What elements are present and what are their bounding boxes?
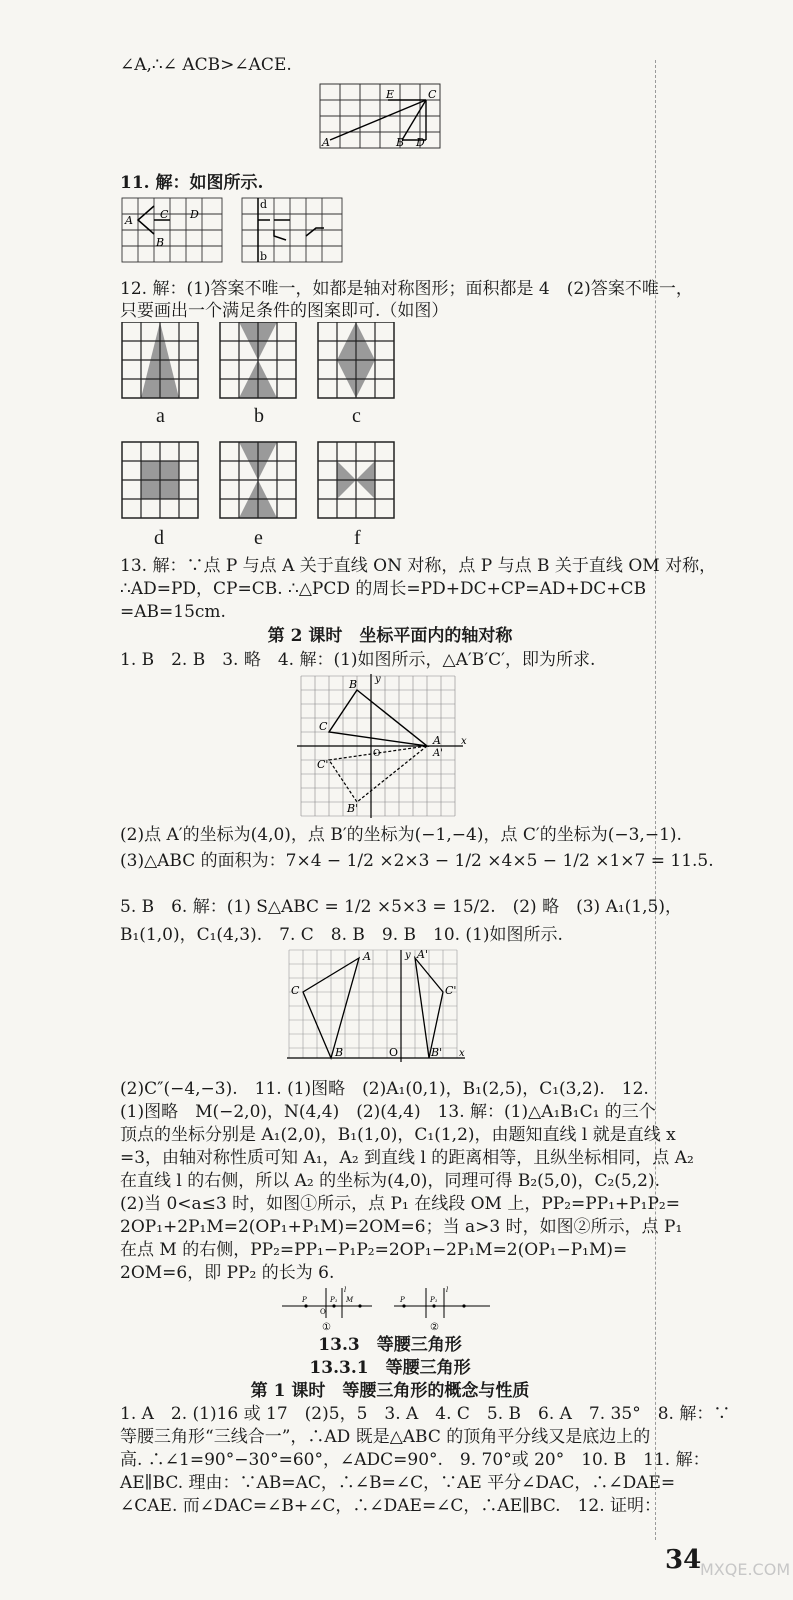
text-line: 在点 M 的右侧，PP₂=PP₁−P₁P₂=2OP₁−2P₁M=2(OP₁−P₁M)= xyxy=(120,1240,628,1260)
fig11-label: B xyxy=(156,236,165,249)
fig12-caption: a xyxy=(156,405,165,427)
fig10-label: C xyxy=(291,984,300,997)
fig13-label: P xyxy=(400,1296,405,1304)
text-line: 12. 解：(1)答案不唯一，如都是轴对称图形；面积都是 4 (2)答案不唯一， xyxy=(120,279,693,299)
text-line: (3)△ABC 的面积为：7×4 − 1/2 ×2×3 − 1/2 ×4×5 − 1/2 ×1×7 = 11.5. xyxy=(120,851,714,871)
text-line: 顶点的坐标分别是 A₁(2,0)，B₁(1,0)，C₁(1,2)，由题知直线 l 就是直线 x xyxy=(120,1125,676,1145)
text-line: 高. ∴∠1=90°−30°=60°，∠ADC=90°. 9. 70°或 20° 10. B 11. 解： xyxy=(120,1450,710,1470)
text-line: 只要画出一个满足条件的图案即可.（如图） xyxy=(120,301,449,321)
watermark: MXQE.COM xyxy=(700,1560,791,1579)
fig11-label: b xyxy=(260,250,268,263)
fig4-label: C xyxy=(319,720,328,733)
fig4-label: B xyxy=(349,678,358,691)
fig11-label: C xyxy=(160,208,169,221)
text-line: =3，由轴对称性质可知 A₁，A₂ 到直线 l 的距离相等，且纵坐标相同，点 A₂ xyxy=(120,1148,694,1168)
text-line: ∴AD=PD，CP=CB. ∴△PCD 的周长=PD+DC+CP=AD+DC+CB xyxy=(120,579,647,599)
fig4-label: A xyxy=(433,734,441,747)
figure-4-coordinate-plane xyxy=(293,672,469,820)
fig1-label: B xyxy=(396,136,405,149)
section-heading: 13.3 等腰三角形 xyxy=(318,1335,462,1355)
fig1-label: E xyxy=(386,88,395,101)
text-line: 等腰三角形“三线合一”，∴AD 既是△ABC 的顶角平分线又是底边上的 xyxy=(120,1427,651,1447)
fig12-caption: f xyxy=(354,527,361,549)
fig10-label: O xyxy=(389,1046,399,1059)
text-line: (1)图略 M(−2,0)，N(4,4) (2)(4,4) 13. 解：(1)△A₁B₁C₁ 的三个 xyxy=(120,1102,656,1122)
fig13-label: l xyxy=(344,1286,347,1294)
fig10-label: A xyxy=(363,950,371,963)
text-line: 2OP₁+2P₁M=2(OP₁+P₁M)=2OM=6；当 a>3 时，如图②所示，点 P₁ xyxy=(120,1217,683,1237)
fig12-caption: d xyxy=(154,527,164,549)
fig13-label: M xyxy=(346,1296,354,1304)
text-line: 在直线 l 的右侧，所以 A₂ 的坐标为(4,0)，同理可得 B₂(5,0)，C₂(5,2). xyxy=(120,1171,660,1191)
section-heading: 13.3.1 等腰三角形 xyxy=(309,1358,471,1378)
text-line: =AB=15cm. xyxy=(120,602,226,622)
fig4-label: y xyxy=(375,674,381,685)
fig4-label: A' xyxy=(433,748,443,759)
text-line: ∠CAE. 而∠DAC=∠B+∠C，∴∠DAE=∠C，∴AE∥BC. 12. 证明： xyxy=(120,1496,662,1516)
fig13-label: P xyxy=(302,1296,307,1304)
text-line: 1. B 2. B 3. 略 4. 解：(1)如图所示，△A′B′C′，即为所求. xyxy=(120,650,596,670)
fig10-label: C' xyxy=(445,984,457,997)
fig12-caption: c xyxy=(352,405,361,427)
figure-13-number-lines xyxy=(280,1284,500,1332)
fig13-label: O xyxy=(320,1308,326,1316)
text-line: (2)当 0<a≤3 时，如图①所示，点 P₁ 在线段 OM 上，PP₂=PP₁+P₁P₂= xyxy=(120,1194,680,1214)
fig10-label: y xyxy=(405,950,411,961)
fig12-caption: b xyxy=(254,405,264,427)
fig13-label: P₁ xyxy=(330,1296,338,1304)
fig11-label: A xyxy=(125,214,133,227)
text-line: (2)C″(−4,−3). 11. (1)图略 (2)A₁(0,1)，B₁(2,5)，C₁(3,2). 12. xyxy=(120,1079,649,1099)
fig10-label: x xyxy=(459,1048,465,1059)
text-line: (2)点 A′的坐标为(4,0)，点 B′的坐标为(−1,−4)，点 C′的坐标为(−3,−1). xyxy=(120,825,682,845)
text-line: 2OM=6，即 PP₂ 的长为 6. xyxy=(120,1263,335,1283)
text-line: ∠A,∴∠ ACB>∠ACE. xyxy=(120,55,292,75)
text-line: 1. A 2. (1)16 或 17 (2)5，5 3. A 4. C 5. B 6. A 7. 35° 8. 解：∵ xyxy=(120,1404,731,1424)
fig4-label: x xyxy=(461,736,467,747)
text-line: B₁(1,0)，C₁(4,3). 7. C 8. B 9. B 10. (1)如图所示. xyxy=(120,925,563,945)
text-line: 13. 解：∵点 P 与点 A 关于直线 ON 对称，点 P 与点 B 关于直线 OM 对称， xyxy=(120,556,717,576)
fig10-label: B' xyxy=(431,1046,443,1059)
fig11-label: D xyxy=(190,208,199,221)
figure-10-symmetric-triangles xyxy=(285,948,470,1066)
section-heading: 第 1 课时 等腰三角形的概念与性质 xyxy=(250,1381,530,1401)
fig13-label: l xyxy=(446,1286,449,1294)
text-line: 5. B 6. 解：(1) S△ABC = 1/2 ×5×3 = 15/2. (2) 略 (3) A₁(1,5)， xyxy=(120,897,682,917)
fig10-label: B xyxy=(335,1046,344,1059)
figure-11-grids xyxy=(120,196,360,266)
fig4-label: B' xyxy=(347,802,359,815)
fig1-label: A xyxy=(322,136,330,149)
fig1-label: D xyxy=(416,136,425,149)
fig1-label: C xyxy=(428,88,437,101)
fig12-caption: e xyxy=(254,527,263,549)
figure-grid-triangle xyxy=(318,82,443,152)
fig4-label: O xyxy=(373,749,381,759)
fig11-label: d xyxy=(260,198,268,211)
fig4-label: C' xyxy=(317,758,329,771)
fig13-label: P₁ xyxy=(430,1296,438,1304)
fig10-label: A' xyxy=(417,948,428,961)
fig13-label: ② xyxy=(430,1322,439,1332)
text-line: 11. 解：如图所示. xyxy=(120,173,264,193)
section-heading: 第 2 课时 坐标平面内的轴对称 xyxy=(267,626,513,646)
page-number: 34 xyxy=(665,1545,702,1575)
fig13-label: ① xyxy=(322,1322,331,1332)
text-line: AE∥BC. 理由：∵AB=AC，∴∠B=∠C，∵AE 平分∠DAC，∴∠DAE= xyxy=(120,1473,676,1493)
